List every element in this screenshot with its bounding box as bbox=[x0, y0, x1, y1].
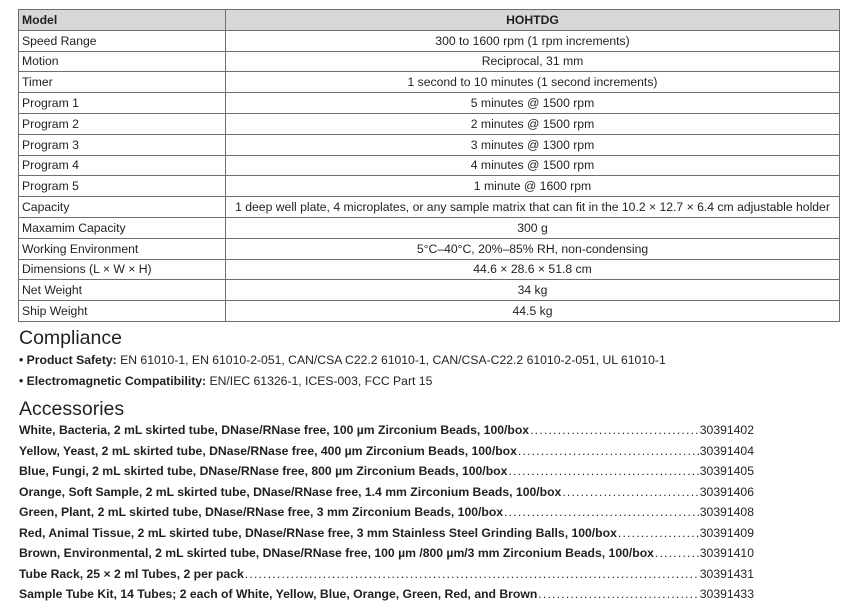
spec-row bbox=[19, 51, 840, 72]
spec-value: 4 minutes @ 1500 rpm bbox=[226, 155, 840, 176]
compliance-item-label: • Electromagnetic Compatibility: bbox=[19, 374, 207, 388]
spec-label: Program 3 bbox=[19, 134, 226, 155]
accessory-description: Yellow, Yeast, 2 mL skirted tube, DNase/RNase free, 400 µm Zirconium Beads, 100/box bbox=[19, 443, 517, 458]
spec-value: 3 minutes @ 1300 rpm bbox=[226, 134, 840, 155]
spec-label: Net Weight bbox=[19, 280, 226, 301]
accessory-catalog-number: 30391408 bbox=[699, 505, 754, 519]
compliance-item bbox=[19, 352, 666, 368]
dot-leader bbox=[617, 526, 700, 540]
spec-row bbox=[19, 176, 840, 197]
spec-value: 5°C–40°C, 20%–85% RH, non-condensing bbox=[226, 238, 840, 259]
spec-value: 1 second to 10 minutes (1 second increments) bbox=[226, 72, 840, 93]
compliance-heading: Compliance bbox=[19, 327, 122, 349]
spec-label: Capacity bbox=[19, 197, 226, 218]
accessory-catalog-number: 30391410 bbox=[699, 546, 754, 560]
spec-label: Program 4 bbox=[19, 155, 226, 176]
accessory-description: Green, Plant, 2 mL skirted tube, DNase/RNase free, 3 mm Zirconium Beads, 100/box bbox=[19, 505, 504, 519]
spec-row bbox=[19, 280, 840, 301]
spec-row bbox=[19, 197, 840, 218]
compliance-item-text: EN/IEC 61326-1, ICES-003, FCC Part 15 bbox=[206, 374, 433, 388]
compliance-item bbox=[19, 373, 432, 389]
spec-value: 300 g bbox=[226, 217, 840, 238]
accessory-row bbox=[19, 444, 754, 465]
spec-label: Program 2 bbox=[19, 113, 226, 134]
spec-row bbox=[19, 217, 840, 238]
accessory-description: Red, Animal Tissue, 2 mL skirted tube, DNase/RNase free, 3 mm Stainless Steel Grinding Balls, 100/box bbox=[19, 525, 617, 540]
spec-label: Program 5 bbox=[19, 176, 226, 197]
dot-leader bbox=[537, 587, 699, 601]
dot-leader bbox=[529, 423, 700, 437]
accessory-row bbox=[19, 423, 754, 444]
spec-value: Reciprocal, 31 mm bbox=[226, 51, 840, 72]
spec-label: Dimensions (L × W × H) bbox=[19, 259, 226, 280]
accessory-row bbox=[19, 567, 754, 588]
accessory-catalog-number: 30391405 bbox=[699, 464, 754, 478]
spec-label: Speed Range bbox=[19, 30, 226, 51]
spec-value: 5 minutes @ 1500 rpm bbox=[226, 93, 840, 114]
accessory-list bbox=[19, 423, 754, 608]
spec-value: 1 deep well plate, 4 microplates, or any sample matrix that can fit in the 10.2 × 12.7 × 6.4 cm adjustable holder bbox=[226, 197, 840, 218]
spec-label: Ship Weight bbox=[19, 301, 226, 322]
accessory-row bbox=[19, 587, 754, 608]
spec-row bbox=[19, 259, 840, 280]
spec-row bbox=[19, 155, 840, 176]
spec-label: Program 1 bbox=[19, 93, 226, 114]
spec-row bbox=[19, 301, 840, 322]
accessory-row bbox=[19, 485, 754, 506]
accessory-description: Blue, Fungi, 2 mL skirted tube, DNase/RNase free, 800 µm Zirconium Beads, 100/box bbox=[19, 464, 508, 478]
specifications-table bbox=[18, 9, 840, 322]
dot-leader bbox=[517, 444, 700, 458]
compliance-item-label: • Product Safety: bbox=[19, 353, 117, 367]
spec-value: 2 minutes @ 1500 rpm bbox=[226, 113, 840, 134]
compliance-item-text: EN 61010-1, EN 61010-2-051, CAN/CSA C22.2 61010-1, CAN/CSA-C22.2 61010-2-051, UL 61010-1 bbox=[116, 353, 666, 367]
spec-value: 44.5 kg bbox=[226, 301, 840, 322]
dot-leader bbox=[561, 485, 699, 499]
accessory-row bbox=[19, 526, 754, 547]
accessory-description: Sample Tube Kit, 14 Tubes; 2 each of White, Yellow, Blue, Orange, Green, Red, and Brown bbox=[19, 587, 538, 601]
accessory-row bbox=[19, 505, 754, 526]
spec-label: Timer bbox=[19, 72, 226, 93]
accessory-description: White, Bacteria, 2 mL skirted tube, DNase/RNase free, 100 µm Zirconium Beads, 100/box bbox=[19, 423, 530, 437]
accessory-description: Orange, Soft Sample, 2 mL skirted tube, DNase/RNase free, 1.4 mm Zirconium Beads, 100/box bbox=[19, 484, 562, 499]
accessory-description: Brown, Environmental, 2 mL skirted tube, DNase/RNase free, 100 µm /800 µm/3 mm Zirconium Beads, 100/box bbox=[19, 546, 654, 560]
dot-leader bbox=[244, 567, 700, 581]
spec-row bbox=[19, 72, 840, 93]
spec-value: 300 to 1600 rpm (1 rpm increments) bbox=[226, 30, 840, 51]
accessories-heading: Accessories bbox=[19, 398, 125, 420]
spec-label: Maxamim Capacity bbox=[19, 217, 226, 238]
spec-row bbox=[19, 30, 840, 51]
accessory-catalog-number: 30391402 bbox=[699, 423, 754, 437]
spec-value: 44.6 × 28.6 × 51.8 cm bbox=[226, 259, 840, 280]
spec-header-value: HOHTDG bbox=[226, 10, 840, 31]
spec-label: Motion bbox=[19, 51, 226, 72]
accessory-catalog-number: 30391404 bbox=[699, 443, 754, 458]
spec-header-row bbox=[19, 10, 840, 31]
spec-row bbox=[19, 113, 840, 134]
spec-value: 34 kg bbox=[226, 280, 840, 301]
dot-leader bbox=[654, 546, 700, 560]
accessory-catalog-number: 30391409 bbox=[699, 525, 754, 540]
spec-row bbox=[19, 238, 840, 259]
accessory-catalog-number: 30391406 bbox=[699, 484, 754, 499]
accessory-catalog-number: 30391431 bbox=[699, 566, 754, 581]
spec-value: 1 minute @ 1600 rpm bbox=[226, 176, 840, 197]
spec-label: Working Environment bbox=[19, 238, 226, 259]
spec-row bbox=[19, 93, 840, 114]
accessory-row bbox=[19, 464, 754, 485]
spec-header-label: Model bbox=[19, 10, 226, 31]
spec-row bbox=[19, 134, 840, 155]
dot-leader bbox=[503, 505, 700, 519]
accessory-row bbox=[19, 546, 754, 567]
dot-leader bbox=[507, 464, 699, 478]
accessory-description: Tube Rack, 25 × 2 ml Tubes, 2 per pack bbox=[19, 566, 244, 581]
accessory-catalog-number: 30391433 bbox=[699, 587, 754, 601]
